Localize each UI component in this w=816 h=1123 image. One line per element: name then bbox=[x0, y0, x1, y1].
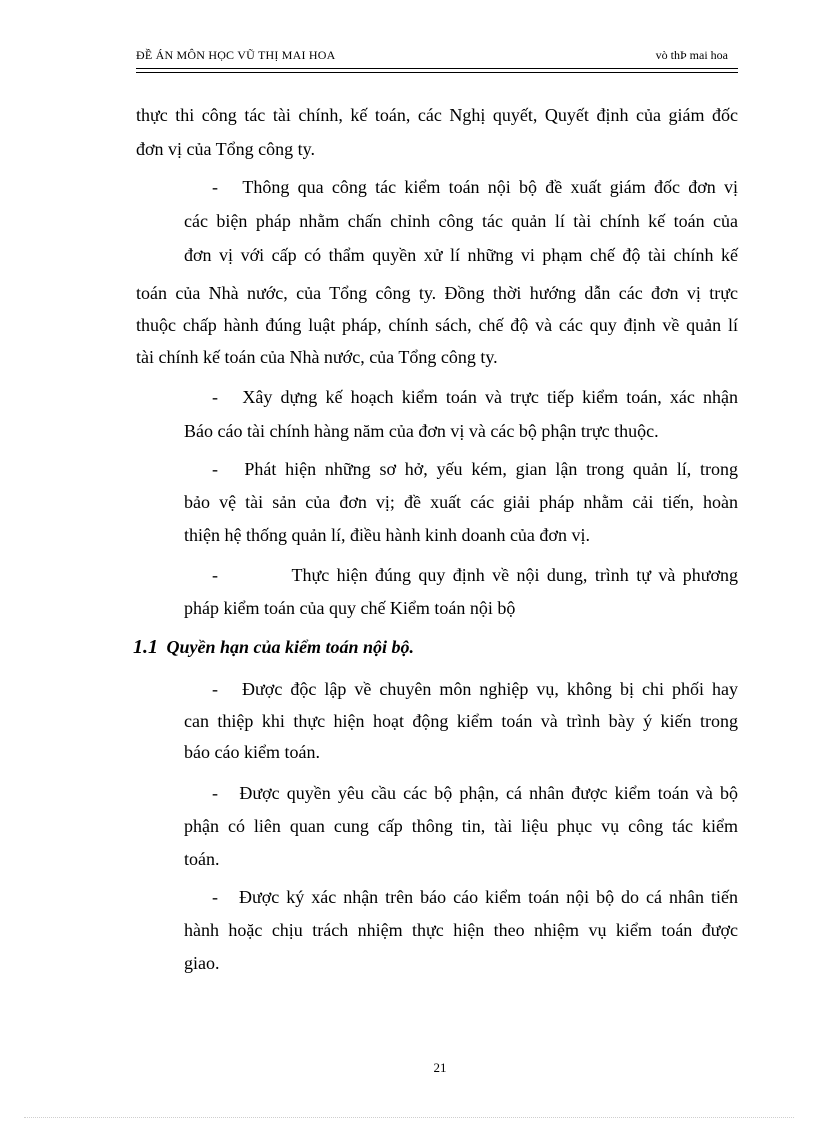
body-line: thiện hệ thống quản lí, điều hành kinh doanh của đơn vị. bbox=[184, 525, 590, 545]
section-heading bbox=[133, 636, 414, 659]
page-bottom-border bbox=[24, 1117, 794, 1118]
body-line: đơn vị với cấp có thẩm quyền xử lí những vi phạm chế độ tài chính kế bbox=[184, 245, 738, 265]
header-author: vò thÞ mai hoa bbox=[655, 48, 728, 62]
section-number: 1.1 bbox=[133, 636, 158, 658]
body-line: phận có liên quan cung cấp thông tin, tài liệu phục vụ công tác kiểm bbox=[184, 816, 738, 836]
body-line: giao. bbox=[184, 953, 220, 973]
body-line: thuộc chấp hành đúng luật pháp, chính sách, chế độ và các quy định về quản lí bbox=[136, 315, 738, 335]
body-line: thực thi công tác tài chính, kế toán, các Nghị quyết, Quyết định của giám đốc bbox=[136, 105, 738, 125]
body-line: tài chính kế toán của Nhà nước, của Tổng công ty. bbox=[136, 347, 498, 367]
body-line: đơn vị của Tổng công ty. bbox=[136, 139, 315, 159]
bullet-line: - Thông qua công tác kiểm toán nội bộ đề xuất giám đốc đơn vị bbox=[212, 177, 738, 197]
body-line: các biện pháp nhằm chấn chỉnh công tác quản lí tài chính kế toán của bbox=[184, 211, 738, 231]
bullet-line: - Được ký xác nhận trên báo cáo kiểm toán nội bộ do cá nhân tiến bbox=[212, 887, 738, 907]
running-header bbox=[136, 48, 738, 68]
bullet-line: - Xây dựng kế hoạch kiểm toán và trực tiếp kiểm toán, xác nhận bbox=[212, 387, 738, 407]
bullet-line: - Thực hiện đúng quy định về nội dung, trình tự và phương bbox=[212, 565, 738, 585]
bullet-line: - Được quyền yêu cầu các bộ phận, cá nhân được kiểm toán và bộ bbox=[212, 783, 738, 803]
body-line: toán. bbox=[184, 849, 220, 869]
body-line: pháp kiểm toán của quy chế Kiểm toán nội bộ bbox=[184, 598, 516, 618]
body-line: hành hoặc chịu trách nhiệm thực hiện theo nhiệm vụ kiểm toán được bbox=[184, 920, 738, 940]
section-title: Quyền hạn của kiểm toán nội bộ. bbox=[166, 637, 415, 657]
body-line: toán của Nhà nước, của Tổng công ty. Đồng thời hướng dẫn các đơn vị trực bbox=[136, 283, 738, 303]
bullet-line: - Được độc lập về chuyên môn nghiệp vụ, không bị chi phối hay bbox=[212, 679, 738, 699]
bullet-line: - Phát hiện những sơ hở, yếu kém, gian lận trong quản lí, trong bbox=[212, 459, 738, 479]
body-line: báo cáo kiểm toán. bbox=[184, 742, 320, 762]
page-number: 21 bbox=[433, 1060, 447, 1075]
header-rule-thin bbox=[136, 72, 738, 73]
header-title: ĐỀ ÁN MÔN HỌC VŨ THỊ MAI HOA bbox=[136, 48, 336, 62]
body-line: can thiệp khi thực hiện hoạt động kiểm toán và trình bày ý kiến trong bbox=[184, 711, 738, 731]
body-line: bảo vệ tài sản của đơn vị; đề xuất các giải pháp nhằm cải tiến, hoàn bbox=[184, 492, 738, 512]
body-line: Báo cáo tài chính hàng năm của đơn vị và các bộ phận trực thuộc. bbox=[184, 421, 659, 441]
header-rule-thick bbox=[136, 68, 738, 69]
